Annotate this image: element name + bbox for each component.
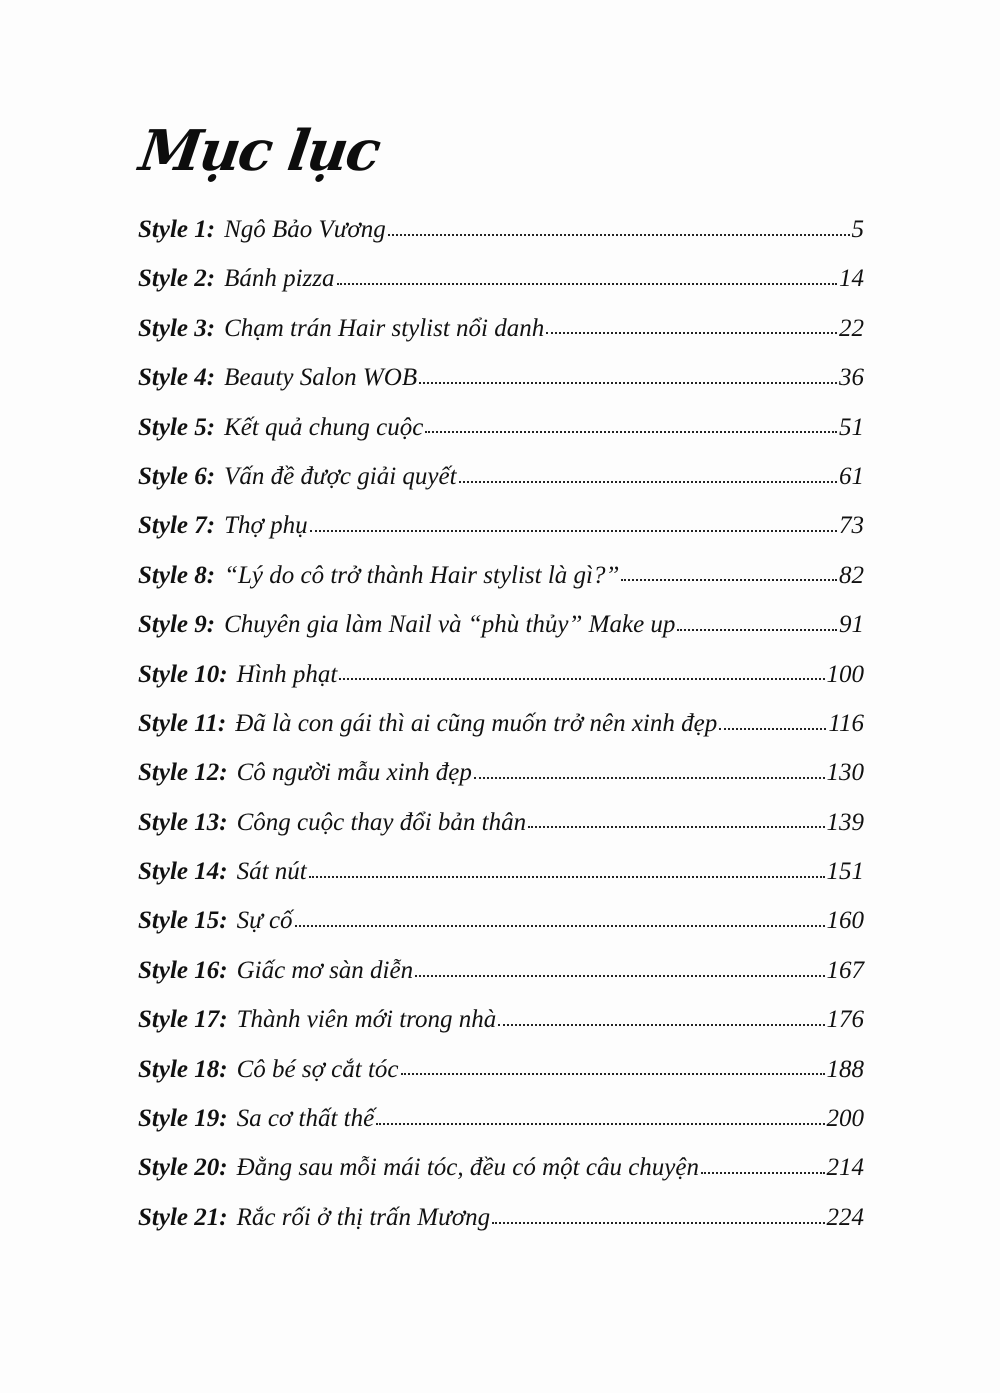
toc-entry-page: 100 [826,660,864,688]
toc-entry-page: 73 [839,512,864,540]
toc-entry-title: Rắc rối ở thị trấn Mương [236,1203,491,1231]
toc-entry-title: Đằng sau mỗi mái tóc, đều có một câu chuyện [236,1154,699,1182]
toc-entry-page: 116 [828,709,864,737]
toc-entry-number: Style 11: [138,709,227,737]
toc-entry-number: Style 16: [138,956,228,984]
toc-entry [138,699,864,748]
toc-entry [138,353,864,402]
toc-entry-number: Style 8: [138,561,216,589]
dot-leader [419,380,837,384]
toc-entry-number: Style 18: [138,1055,228,1083]
dot-leader [415,973,824,977]
toc-entry-title: Beauty Salon WOB [224,364,418,392]
toc-entry-number: Style 5: [138,413,216,441]
toc-entry-title: Công cuộc thay đổi bản thân [236,808,527,836]
toc-entry-number: Style 1: [138,216,216,243]
toc-entry [138,205,864,254]
toc-entry-number: Style 14: [138,858,228,886]
dot-leader [337,281,837,285]
dot-leader [401,1071,825,1075]
toc-entry-page: 224 [826,1203,864,1231]
toc-entry-title: Hình phạt [236,660,338,688]
toc-entry [138,551,864,600]
toc-entry-number: Style 7: [138,512,216,540]
toc-entry [138,452,864,501]
dot-leader [492,1220,824,1224]
toc-entry-number: Style 19: [138,1105,228,1133]
toc-entry-number: Style 10: [138,660,228,688]
dot-leader [310,528,837,532]
dot-leader [498,1022,824,1026]
toc-entry-number: Style 4: [138,364,216,392]
toc-entry [138,1045,864,1094]
toc-entry-title: Chạm trán Hair stylist nổi danh [224,314,545,342]
toc-entry-number: Style 13: [138,808,228,836]
toc-entry-title: Kết quả chung cuộc [224,413,424,441]
dot-leader [677,627,837,631]
toc-entry [138,798,864,847]
toc-entry-page: 51 [839,413,864,441]
toc-entry-page: 176 [826,1006,864,1034]
toc-entry-page: 214 [826,1154,864,1182]
toc-entry-page: 200 [826,1105,864,1133]
dot-leader [621,577,837,581]
toc-entry-page: 82 [839,561,864,589]
toc-entry-number: Style 3: [138,314,216,342]
toc-entry-number: Style 12: [138,759,228,787]
dot-leader [339,676,824,680]
toc-entry-title: Giấc mơ sàn diễn [236,956,414,984]
toc-entry [138,1094,864,1143]
toc-entry-number: Style 9: [138,611,216,639]
toc-entry-page: 14 [839,265,864,293]
toc-entry-title: Thợ phụ [224,512,308,540]
toc-entry-page: 139 [826,808,864,836]
toc-entry-title: Sát nút [236,858,307,886]
toc-entry [138,501,864,550]
toc-entry-page: 151 [826,858,864,886]
dot-leader [388,232,850,236]
dot-leader [528,824,824,828]
toc-entry-page: 5 [851,216,864,243]
dot-leader [719,726,826,730]
toc-entry-number: Style 21: [138,1203,228,1231]
toc-entry [138,403,864,452]
page-title: Mục lục [135,118,384,184]
toc-entry-page: 61 [839,462,864,490]
toc-entry-page: 22 [839,314,864,342]
toc-entry-title: Cô người mẫu xinh đẹp [236,759,472,787]
dot-leader [309,874,825,878]
toc-entry-page: 188 [826,1055,864,1083]
table-of-contents [138,205,864,1242]
toc-entry-page: 130 [826,759,864,787]
dot-leader [295,923,825,927]
dot-leader [376,1121,824,1125]
toc-entry [138,1143,864,1192]
dot-leader [474,775,825,779]
toc-entry [138,650,864,699]
toc-entry-title: Sa cơ thất thế [236,1105,375,1133]
toc-entry [138,995,864,1044]
toc-entry-number: Style 2: [138,265,216,293]
toc-entry [138,946,864,995]
dot-leader [701,1170,825,1174]
toc-entry-page: 36 [839,364,864,392]
dot-leader [425,429,837,433]
toc-entry-number: Style 6: [138,462,216,490]
toc-entry-page: 160 [826,907,864,935]
toc-entry-title: Cô bé sợ cắt tóc [236,1055,399,1083]
toc-entry [138,1193,864,1242]
toc-entry [138,896,864,945]
toc-entry-title: Chuyên gia làm Nail và “phù thủy” Make up [224,611,676,639]
toc-entry-title: Bánh pizza [224,265,335,293]
toc-entry-page: 167 [826,956,864,984]
toc-entry-page: 91 [839,611,864,639]
toc-entry [138,600,864,649]
toc-entry-title: Sự cố [236,907,293,935]
toc-entry [138,254,864,303]
toc-entry [138,847,864,896]
toc-entry-number: Style 15: [138,907,228,935]
toc-entry-title: Thành viên mới trong nhà [236,1006,497,1034]
toc-entry-number: Style 17: [138,1006,228,1034]
dot-leader [459,479,837,483]
toc-entry-title: Vấn đề được giải quyết [224,462,457,490]
toc-entry [138,748,864,797]
toc-entry-number: Style 20: [138,1154,228,1182]
dot-leader [546,330,837,334]
toc-entry-title: Đã là con gái thì ai cũng muốn trở nên xinh đẹp [235,709,718,737]
toc-entry [138,304,864,353]
toc-entry-title: “Lý do cô trở thành Hair stylist là gì?” [224,561,620,589]
toc-entry-title: Ngô Bảo Vương [224,216,386,243]
